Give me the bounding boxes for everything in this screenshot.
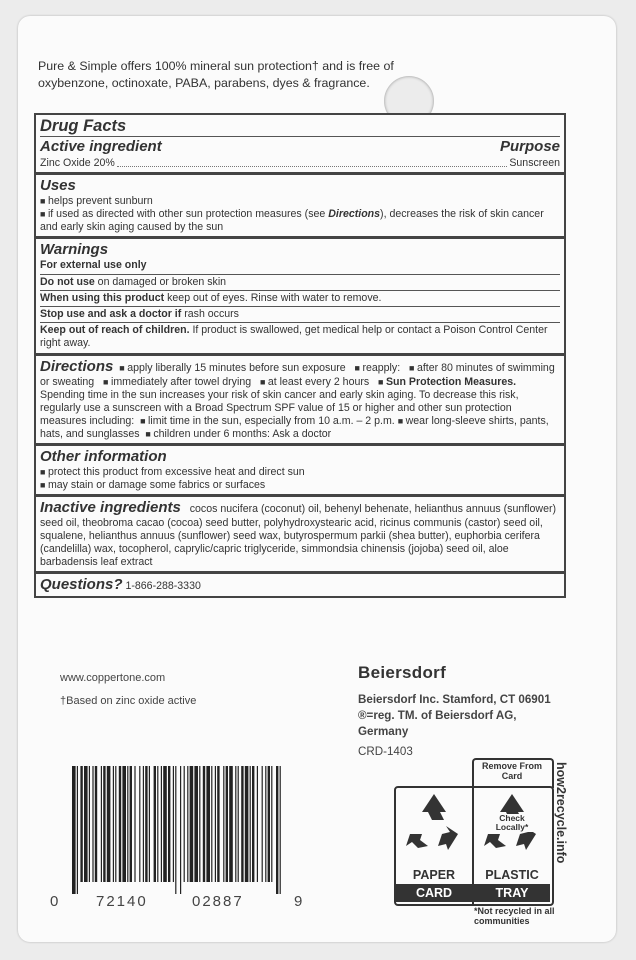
tray-label: TRAY: [474, 884, 550, 902]
intro-text: Pure & Simple offers 100% mineral sun protection† and is free of oxybenzone, octinoxate, PABA, parabens, dyes & fragrance.: [38, 59, 394, 90]
barcode-bar: [168, 766, 170, 882]
barcode-bar: [245, 766, 249, 882]
paper-label: PAPER: [396, 866, 472, 884]
barcode-bar: [199, 766, 200, 882]
warning-do-not-use: Do not use on damaged or broken skin: [40, 274, 560, 290]
barcode-bar: [143, 766, 144, 882]
barcode-bar: [127, 766, 128, 882]
card-label: CARD: [396, 884, 472, 902]
barcode-bar: [280, 766, 281, 894]
barcode-bar: [139, 766, 140, 882]
barcode-bar: [184, 766, 185, 882]
website-link[interactable]: www.coppertone.com: [60, 672, 166, 684]
directions-heading: Directions: [40, 358, 114, 375]
check-locally: Check Locally*: [486, 814, 538, 832]
barcode-bar: [238, 766, 239, 882]
uses-heading: Uses: [40, 177, 76, 194]
barcode-bar: [101, 766, 102, 882]
barcode-digit: 0: [50, 893, 59, 910]
barcode-bar: [190, 766, 194, 882]
barcode-digits-right: 02887: [192, 893, 244, 910]
barcode-bar: [149, 766, 150, 882]
how2recycle-website[interactable]: how2recycle.info: [554, 762, 568, 864]
barcode-bar: [84, 766, 88, 882]
barcode-digits-left: 72140: [96, 893, 148, 910]
barcode-bar: [95, 766, 97, 882]
barcode-bar: [226, 766, 228, 882]
questions: [40, 576, 560, 594]
purpose-heading: Purpose: [499, 138, 560, 155]
other-info-item: ■ may stain or damage some fabrics or surfaces: [40, 479, 560, 492]
inactive-ingredients: Inactive ingredients cocos nucifera (coconut) oil, behenyl behenate, helianthus annuus (sunflower) seed oil, theobroma cacao (cocoa) seed butter, polyhydroxystearic acid, ricinus communis (castor) seed oil, squalene, helianthus annuus (sunflower) seed wax, butyrospermum parkii (shea butter), euphorbia cerifera (candelilla) wax, tocopherol, caprylic/capric triglyceride, simmondsia chinensis (jojoba) seed oil, aloe barbadensis leaf extract: [40, 499, 557, 568]
barcode-bar: [206, 766, 210, 882]
barcode: [70, 766, 284, 894]
barcode-bar: [130, 766, 132, 882]
barcode-bar: [134, 766, 135, 882]
uses-item: ■ helps prevent sunburn: [40, 195, 560, 208]
barcode-bar: [154, 766, 156, 882]
barcode-bar: [194, 766, 198, 882]
barcode-bar: [215, 766, 216, 882]
barcode-bar: [145, 766, 147, 882]
drug-facts-panel: [34, 113, 566, 598]
barcode-bar: [89, 766, 90, 882]
barcode-bar: [80, 766, 82, 882]
recycle-icon: [402, 790, 466, 854]
barcode-bar: [235, 766, 236, 882]
purpose-value: Sunscreen: [509, 157, 560, 169]
barcode-bar: [252, 766, 254, 882]
directions-text: Directions ■ apply liberally 15 minutes before sun exposure ■ reapply: ■ after 80 minutes of swimming or sweating ■ immediately after towel drying ■ at least every 2 hours ■ Sun Protection Measures. Spending time in the sun increases your risk of skin cancer and early skin aging. To decrease this risk, regularly use a sunscreen with a Broad Spectrum SPF value of 15 or higher and other sun protection measures including: ■ limit time in the sun, especially from 10 a.m. – 2 p.m. ■ wear long-sleeve shirts, pants, hats, and sunglasses ■ children under 6 months: Ask a doctor: [40, 358, 560, 441]
barcode-bar: [77, 766, 78, 894]
active-heading: Active ingredient: [40, 138, 162, 155]
active-ingredient: Zinc Oxide 20%: [40, 157, 115, 169]
barcode-bar: [262, 766, 263, 882]
plastic-label: PLASTIC: [474, 866, 550, 884]
barcode-bar: [122, 766, 126, 882]
warning-when-using: When using this product keep out of eyes. Rinse with water to remove.: [40, 290, 560, 306]
barcode-bar: [187, 766, 188, 882]
barcode-bar: [115, 766, 116, 882]
other-info-heading: Other information: [40, 448, 167, 465]
barcode-bar: [175, 766, 176, 894]
barcode-bar: [250, 766, 251, 882]
drug-facts-title: Drug Facts: [40, 117, 127, 135]
barcode-bar: [107, 766, 111, 882]
barcode-bar: [268, 766, 270, 882]
barcode-bar: [119, 766, 121, 882]
questions-phone: 1-866-288-3330: [125, 580, 201, 592]
barcode-check-digit: 9: [294, 893, 303, 910]
barcode-bar: [217, 766, 219, 882]
barcode-bar: [180, 766, 181, 894]
barcode-bar: [276, 766, 278, 894]
barcode-bar: [211, 766, 212, 882]
barcode-bar: [203, 766, 205, 882]
uses-item: ■ if used as directed with other sun protection measures (see Directions), decreases the risk of skin cancer and early skin aging caused by the sun: [40, 208, 560, 234]
barcode-bar: [161, 766, 162, 882]
other-info-item: ■ protect this product from excessive heat and direct sun: [40, 466, 560, 479]
warning-stop-use: Stop use and ask a doctor if rash occurs: [40, 306, 560, 322]
barcode-bar: [113, 766, 114, 882]
warnings-heading: Warnings: [40, 241, 109, 258]
barcode-bar: [271, 766, 272, 882]
barcode-bar: [173, 766, 174, 882]
barcode-bar: [72, 766, 76, 894]
barcode-bar: [157, 766, 158, 882]
product-code: CRD-1403: [358, 745, 413, 758]
inactive-heading: Inactive ingredients: [40, 499, 181, 516]
barcode-bar: [103, 766, 105, 882]
barcode-bar: [257, 766, 258, 882]
barcode-bar: [92, 766, 93, 882]
remove-from-card: Remove From Card: [481, 761, 543, 781]
brand-logo: Beiersdorf: [358, 663, 447, 682]
barcode-bar: [241, 766, 243, 882]
footnote: †Based on zinc oxide active: [60, 695, 197, 707]
barcode-bar: [163, 766, 167, 882]
recycle-note: *Not recycled in all communities: [474, 906, 555, 926]
barcode-bar: [265, 766, 266, 882]
warning-external: For external use only: [40, 259, 147, 271]
barcode-bar: [223, 766, 224, 882]
address: Beiersdorf Inc. Stamford, CT 06901 ®=reg. TM. of Beiersdorf AG, Germany: [358, 693, 551, 738]
questions-heading: Questions?: [40, 576, 123, 593]
warning-keep-out: Keep out of reach of children. If product is swallowed, get medical help or contact a Poison Control Center right away.: [40, 322, 560, 351]
how2recycle-label: [394, 758, 554, 904]
barcode-bar: [229, 766, 233, 882]
